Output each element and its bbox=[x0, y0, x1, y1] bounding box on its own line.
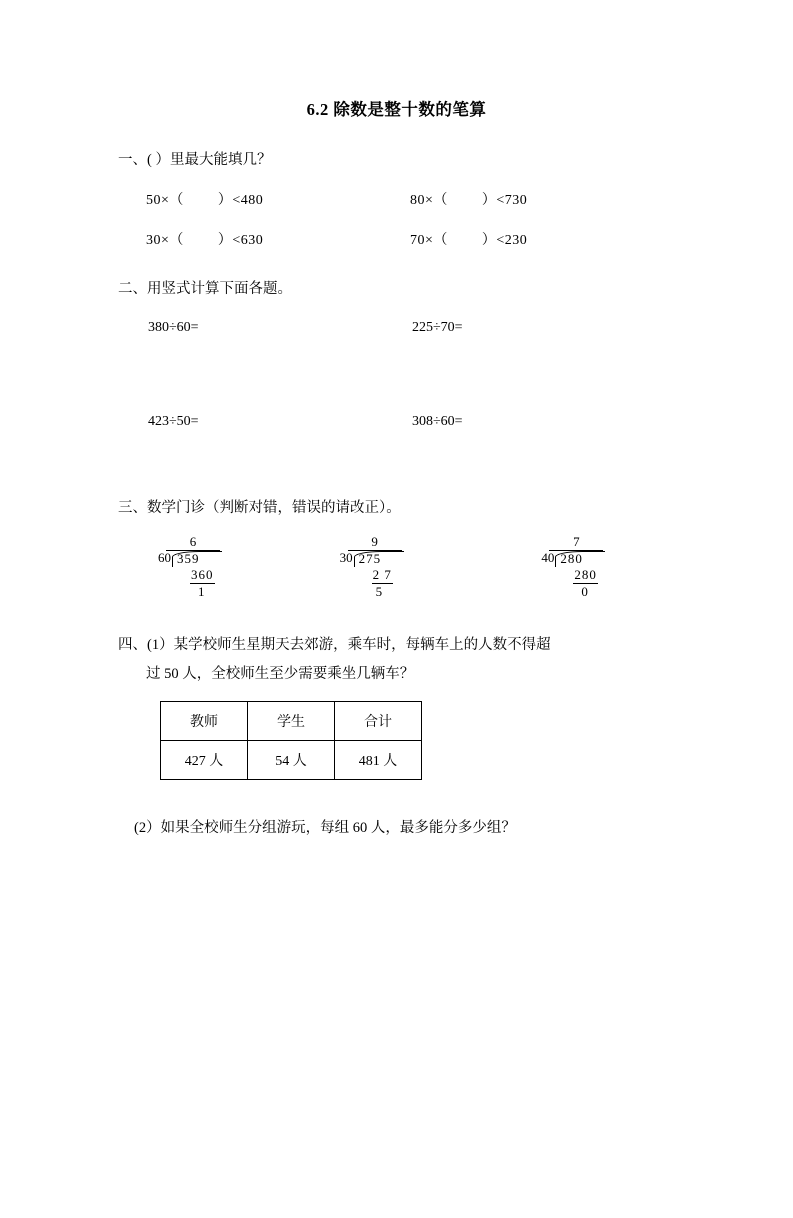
division-2-remainder: 5 bbox=[375, 584, 383, 600]
division-1-quotient: 6 bbox=[166, 535, 220, 551]
division-2-subtrahend: 2 7 bbox=[372, 567, 393, 584]
long-division-1 bbox=[158, 535, 320, 601]
problem-3-left: 30×（ bbox=[146, 233, 184, 248]
division-2-dividend: 275 bbox=[358, 551, 382, 567]
section-one-row-2 bbox=[118, 229, 703, 249]
table-value-teacher: 427 人 bbox=[161, 741, 248, 780]
problem-2 bbox=[398, 189, 527, 209]
work-space-1 bbox=[118, 336, 703, 392]
page-title: 6.2 除数是整十数的笔算 bbox=[306, 100, 487, 119]
problem-1-left: 50×（ bbox=[146, 193, 184, 208]
division-3-quotient: 7 bbox=[549, 535, 603, 551]
section-two-heading: 二、用竖式计算下面各题。 bbox=[118, 281, 292, 297]
vertical-problem-3: 423÷50= bbox=[148, 414, 199, 429]
long-division-row bbox=[118, 535, 703, 601]
section-four-question-2: (2）如果全校师生分组游玩，每组 60 人，最多能分多少组？ bbox=[134, 820, 516, 837]
division-1-divisor: 60 bbox=[158, 550, 171, 566]
vertical-problem-1: 380÷60= bbox=[148, 320, 199, 335]
section-one-row-1 bbox=[118, 189, 703, 209]
table-header-teacher: 教师 bbox=[161, 702, 248, 741]
division-3-dividend: 280 bbox=[560, 551, 583, 567]
problem-1-right: ）<480 bbox=[217, 193, 264, 208]
problem-2-right: ）<730 bbox=[481, 193, 528, 208]
section-two-row-1 bbox=[118, 320, 703, 336]
table-header-total: 合计 bbox=[335, 702, 422, 741]
problem-4-left: 70×（ bbox=[410, 233, 448, 248]
table-row bbox=[161, 741, 422, 780]
vertical-problem-2: 225÷70= bbox=[412, 320, 463, 335]
long-division-3 bbox=[501, 535, 703, 601]
table-value-student: 54 人 bbox=[248, 741, 335, 780]
division-2-divisor: 30 bbox=[339, 550, 353, 566]
table-value-total: 481 人 bbox=[335, 741, 422, 780]
section-three-heading: 三、数学门诊（判断对错，错误的请改正）。 bbox=[118, 500, 401, 516]
problem-4 bbox=[398, 229, 527, 249]
section-two-row-2 bbox=[118, 414, 703, 430]
worksheet-page bbox=[0, 96, 793, 1218]
table-header-student: 学生 bbox=[248, 702, 335, 741]
section-four-line-2: 过 50 人，全校师生至少需要乘坐几辆车？ bbox=[146, 666, 415, 683]
division-1-remainder: 1 bbox=[198, 584, 205, 600]
table-header-row bbox=[161, 702, 422, 741]
data-table bbox=[160, 701, 422, 780]
problem-4-right: ）<230 bbox=[481, 233, 528, 248]
section-one-heading: 一、( ）里最大能填几？ bbox=[118, 152, 272, 168]
vertical-problem-4: 308÷60= bbox=[412, 414, 463, 429]
division-1-dividend: 359 bbox=[177, 551, 200, 567]
division-3-remainder: 0 bbox=[581, 584, 588, 600]
division-1-subtrahend: 360 bbox=[190, 567, 215, 584]
division-3-divisor: 40 bbox=[541, 550, 555, 566]
problem-3-right: ）<630 bbox=[217, 233, 264, 248]
section-one bbox=[118, 148, 703, 249]
section-three bbox=[118, 496, 703, 601]
section-four bbox=[118, 631, 703, 837]
division-3-subtrahend: 280 bbox=[573, 567, 598, 584]
section-four-line-1: 四、(1）某学校师生星期天去郊游，乘车时，每辆车上的人数不得超 bbox=[118, 637, 551, 654]
section-two bbox=[118, 277, 703, 468]
problem-2-left: 80×（ bbox=[410, 193, 448, 208]
long-division-2 bbox=[320, 535, 502, 601]
problem-3 bbox=[118, 229, 398, 249]
work-space-2 bbox=[118, 430, 703, 468]
division-2-quotient: 9 bbox=[348, 535, 402, 551]
problem-1 bbox=[118, 189, 398, 209]
